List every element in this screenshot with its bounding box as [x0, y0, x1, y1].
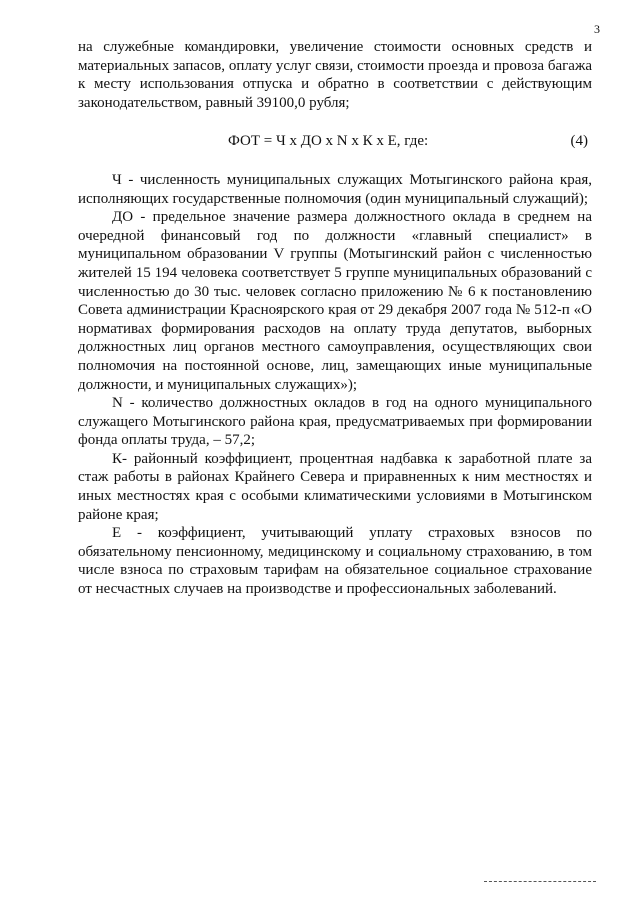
formula-number: (4)	[570, 133, 588, 150]
definition-n: N - количество должностных окладов в год на одного муниципального служащего Мотыгинского района края, предусматриваемых при формировании фонда оплаты труда, – 57,2;	[78, 395, 592, 449]
definition-ch: Ч - численность муниципальных служащих Мотыгинского района края, исполняющих государственные полномочия (один муниципальный служащий);	[78, 171, 592, 207]
page-number: 3	[594, 22, 600, 36]
definition-do: ДО - предельное значение размера должностного оклада в среднем на очередной финансовый год по должности «главный специалист» в муниципальном образовании V группы (Мотыгинский район с численностью жителей 15 194 человека соответствует 5 группе муниципальных образований с численностью до 30 тыс. человек согласно приложению № 6 к постановлению Совета администрации Красноярского края от 29 декабря 2007 года № 512-п «О нормативах формирования расходов на оплату труда депутатов, выборных должностных лиц органов местного самоуправления, осуществляющих свои полномочия на постоянной основе, лиц, замещающих иные муниципальные должности, и муниципальных служащих»);	[78, 209, 592, 393]
intro-paragraph: на служебные командировки, увеличение стоимости основных средств и материальных запасов, оплату услуг связи, стоимости проезда и провоза багажа к месту использования отпуска и обратно в соответствии с действующим законодательством, равный 39100,0 рубля;	[78, 39, 592, 111]
definition-e: Е - коэффициент, учитывающий уплату страховых взносов по обязательному пенсионному, медицинскому и социальному страхованию, в том числе взноса по страховым тарифам на обязательное социальное страхование от несчастных случаев на производстве и профессиональных заболеваний.	[78, 525, 592, 598]
definition-k: К- районный коэффициент, процентная надбавка к заработной плате за стаж работы в районах Крайнего Севера и приравненных к ним местностях и иных местностях края с особыми климатическими условиями в Мотыгинском районе края;	[78, 450, 592, 523]
footer-rule	[484, 881, 596, 882]
formula-text: ФОТ = Ч х ДО х N х К х Е, где:	[228, 133, 429, 150]
document-body	[78, 38, 592, 599]
formula-line	[78, 132, 592, 151]
